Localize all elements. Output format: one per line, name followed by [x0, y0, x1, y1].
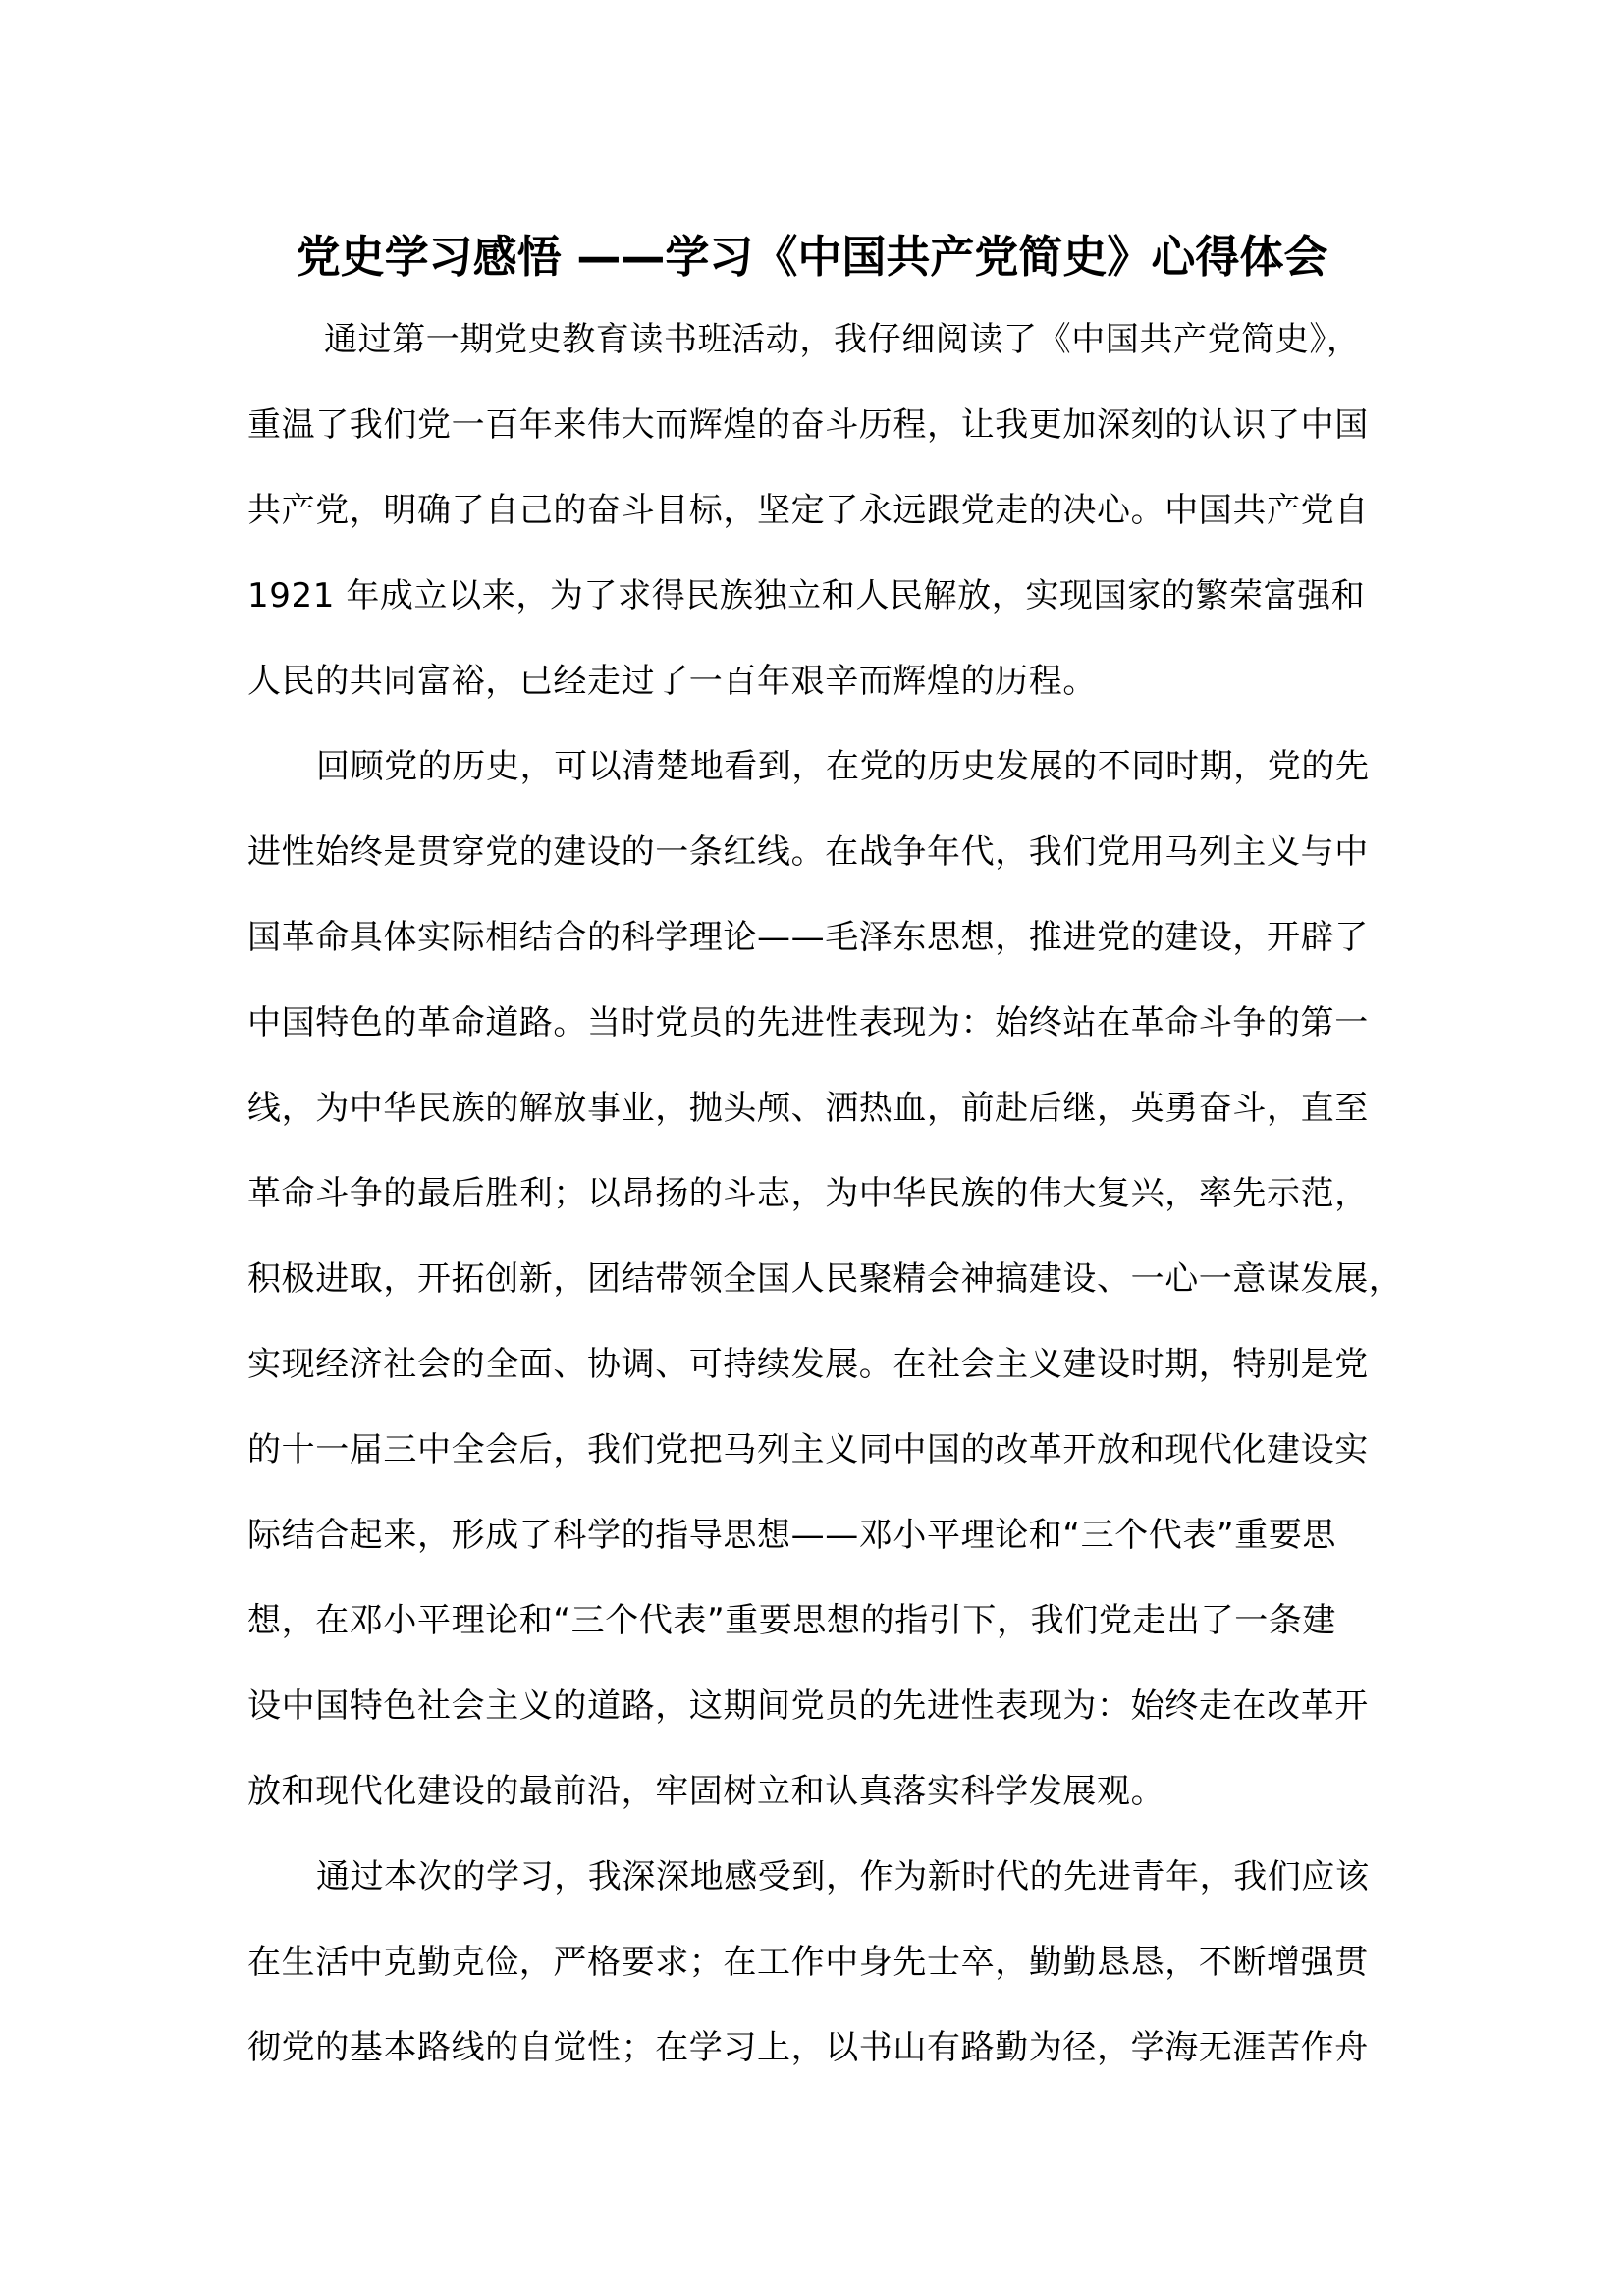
text-line: 彻党的基本路线的自觉性；在学习上，以书山有路勤为径，学海无涯苦作舟	[247, 2028, 1369, 2067]
text-line: 设中国特色社会主义的道路，这期间党员的先进性表现为：始终走在改革开	[247, 1686, 1369, 1726]
text-line: 际结合起来，形成了科学的指导思想——邓小平理论和“三个代表”重要思	[247, 1516, 1337, 1555]
text-line: 通过本次的学习，我深深地感受到，作为新时代的先进青年，我们应该	[316, 1857, 1370, 1896]
text-line: 通过第一期党史教育读书班活动，我仔细阅读了《中国共产党简史》，	[324, 320, 1361, 359]
text-line: 国革命具体实际相结合的科学理论——毛泽东思想，推进党的建设，开辟了	[247, 918, 1369, 957]
text-line: 积极进取，开拓创新，团结带领全国人民聚精会神搞建设、一心一意谋发展，	[247, 1259, 1403, 1299]
text-line: 重温了我们党一百年来伟大而辉煌的奋斗历程，让我更加深刻的认识了中国	[247, 405, 1369, 445]
text-line: 回顾党的历史，可以清楚地看到，在党的历史发展的不同时期，党的先	[316, 747, 1370, 786]
text-line: 实现经济社会的全面、协调、可持续发展。在社会主义建设时期，特别是党	[247, 1345, 1369, 1384]
text-line: 想，在邓小平理论和“三个代表”重要思想的指引下，我们党走出了一条建	[247, 1601, 1337, 1640]
text-line: 中国特色的革命道路。当时党员的先进性表现为：始终站在革命斗争的第一	[247, 1003, 1369, 1042]
text-line: 线，为中华民族的解放事业，抛头颅、洒热血，前赴后继，英勇奋斗，直至	[247, 1089, 1369, 1128]
text-line: 放和现代化建设的最前沿，牢固树立和认真落实科学发展观。	[247, 1772, 1165, 1811]
text-line: 人民的共同富裕，已经走过了一百年艰辛而辉煌的历程。	[247, 662, 1097, 701]
text-line: 革命斗争的最后胜利；以昂扬的斗志，为中华民族的伟大复兴，率先示范，	[247, 1174, 1369, 1213]
text-line: 的十一届三中全会后，我们党把马列主义同中国的改革开放和现代化建设实	[247, 1430, 1369, 1469]
paragraph-1	[247, 297, 1396, 724]
document-body	[247, 297, 1403, 2091]
text-line: 共产党，明确了自己的奋斗目标，坚定了永远跟党走的决心。中国共产党自	[247, 491, 1369, 530]
document-title: 党史学习感悟 ——学习《中国共产党简史》心得体会	[296, 231, 1328, 283]
text-line: 进性始终是贯穿党的建设的一条红线。在战争年代，我们党用马列主义与中	[247, 832, 1369, 872]
paragraph-3	[247, 1835, 1396, 2091]
text-line: 在生活中克勤克俭，严格要求；在工作中身先士卒，勤勤恳恳，不断增强贯	[247, 1943, 1369, 1982]
text-line: 1921 年成立以来，为了求得民族独立和人民解放，实现国家的繁荣富强和	[247, 576, 1366, 615]
paragraph-2	[247, 724, 1403, 1835]
